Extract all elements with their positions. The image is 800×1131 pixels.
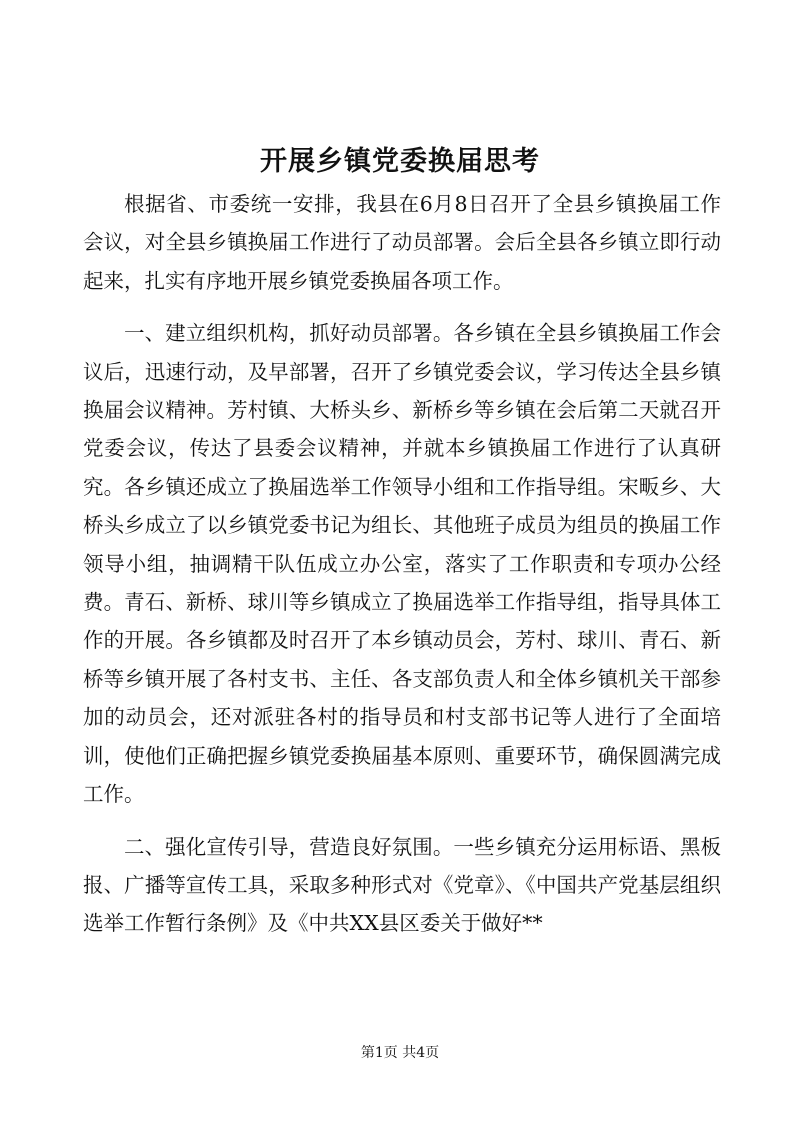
paragraph-section-two: 二、强化宣传引导，营造良好氛围。一些乡镇充分运用标语、黑板报、广播等宣传工具，采取多种形式对《党章》、《中国共产党基层组织选举工作暂行条例》及《中共XX县区委关于做好** xyxy=(83,834,721,936)
paragraph-section-one: 一、建立组织机构，抓好动员部署。各乡镇在全县乡镇换届工作会议后，迅速行动，及早部署，召开了乡镇党委会议，学习传达全县乡镇换届会议精神。芳村镇、大桥头乡、新桥乡等乡镇在会后第二天就召开党委会议，传达了县委会议精神，并就本乡镇换届工作进行了认真研究。各乡镇还成立了换届选举工作领导小组和工作指导组。宋畈乡、大桥头乡成立了以乡镇党委书记为组长、其他班子成员为组员的换届工作领导小组，抽调精干队伍成立办公室，落实了工作职责和专项办公经费。青石、新桥、球川等乡镇成立了换届选举工作指导组，指导具体工作的开展。各乡镇都及时召开了本乡镇动员会，芳村、球川、青石、新桥等乡镇开展了各村支书、主任、各支部负责人和全体乡镇机关干部参加的动员会，还对派驻各村的指导员和村支部书记等人进行了全面培训，使他们正确把握乡镇党委换届基本原则、重要环节，确保圆满完成工作。 xyxy=(83,321,721,807)
paragraph-intro: 根据省、市委统一安排，我县在6月8日召开了全县乡镇换届工作会议，对全县乡镇换届工作进行了动员部署。会后全县各乡镇立即行动起来，扎实有序地开展乡镇党委换届各项工作。 xyxy=(83,192,721,293)
page-footer: 第1页 共4页 xyxy=(360,1045,440,1061)
document-body xyxy=(83,185,721,943)
document-title: 开展乡镇党委换届思考 xyxy=(260,146,540,177)
